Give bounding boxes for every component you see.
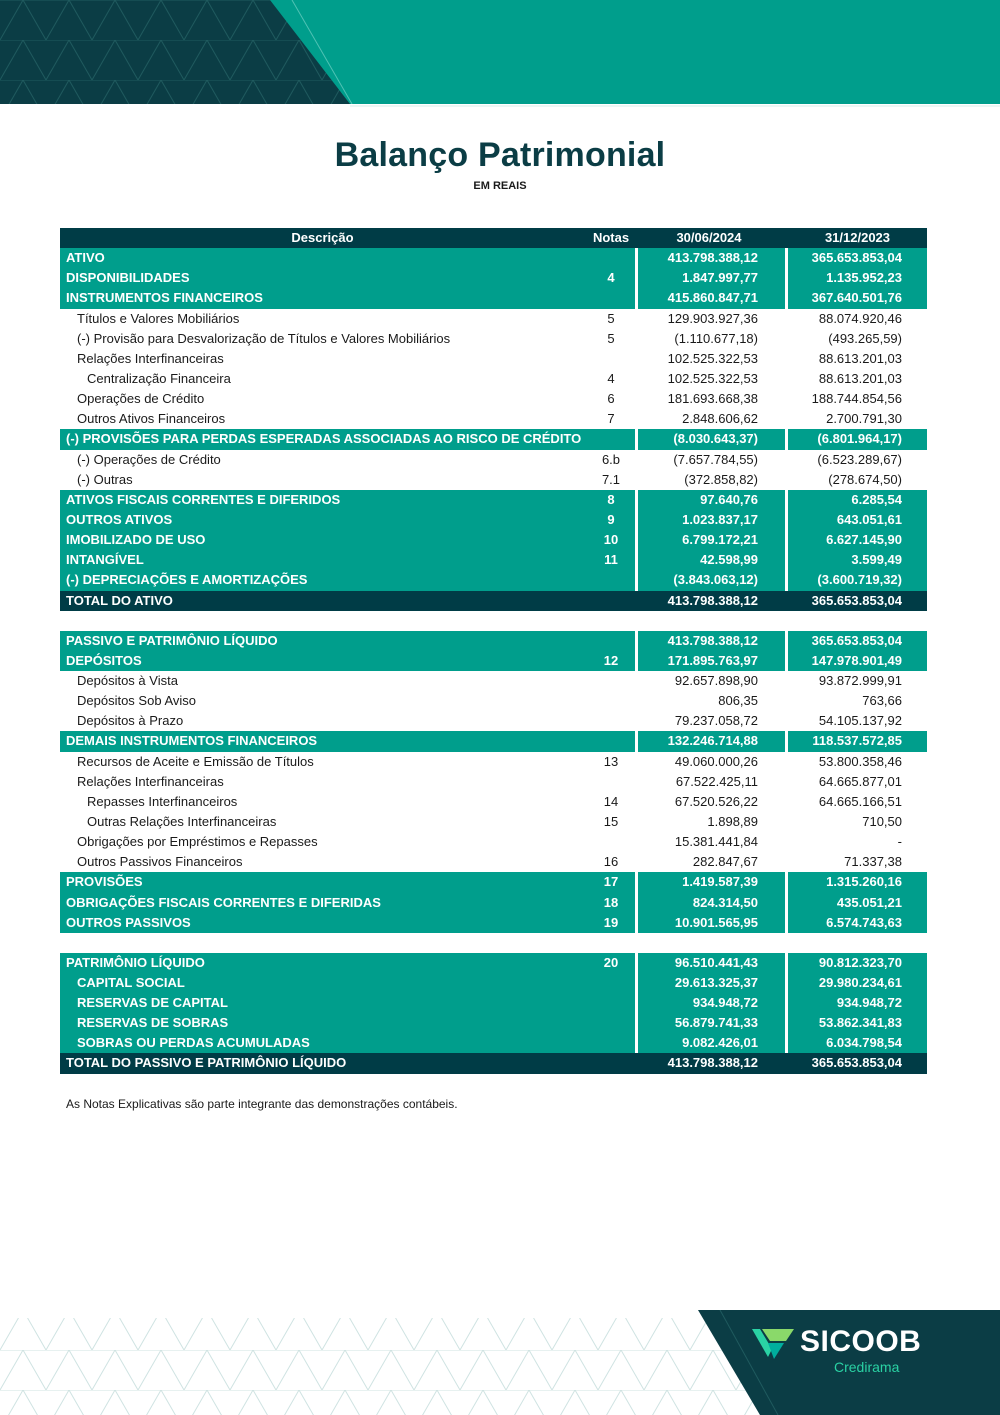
table-row — [60, 369, 927, 389]
table-row — [60, 530, 927, 550]
row-value-2024: (372.858,82) — [684, 471, 758, 487]
row-value-2024: 132.246.714,88 — [667, 733, 758, 749]
table-row — [60, 329, 927, 349]
row-value-2023: 147.978.901,49 — [811, 652, 902, 668]
row-value-2023: 6.034.798,54 — [826, 1035, 902, 1051]
row-nota: 7 — [607, 411, 615, 427]
row-value-2024: 56.879.741,33 — [674, 1015, 758, 1031]
table-row — [60, 651, 927, 671]
row-description: Depósitos à Vista — [77, 672, 178, 688]
balance-sheet-table — [60, 228, 927, 1074]
sicoob-logo — [752, 1325, 922, 1377]
row-value-2023: 435.051,21 — [836, 894, 902, 910]
row-value-2024: 102.525.322,53 — [667, 350, 758, 366]
table-row — [60, 450, 927, 470]
row-value-2024: 1.023.837,17 — [682, 511, 758, 527]
table-row — [60, 268, 927, 288]
row-value-2023: 88.074.920,46 — [818, 310, 902, 326]
row-value-2023: 3.599,49 — [851, 552, 902, 568]
table-row — [60, 792, 927, 812]
table-spacer — [60, 933, 927, 953]
row-description: OUTROS PASSIVOS — [66, 914, 191, 930]
row-value-2024: 67.520.526,22 — [674, 793, 758, 809]
row-value-2023: 2.700.791,30 — [826, 411, 902, 427]
row-description: Obrigações por Empréstimos e Repasses — [77, 834, 318, 850]
row-nota — [590, 772, 632, 792]
table-row — [60, 893, 927, 913]
row-value-2024: 97.640,76 — [700, 491, 758, 507]
column-header-date-2023: 31/12/2023 — [824, 230, 891, 245]
row-nota — [590, 1053, 632, 1073]
table-row — [60, 309, 927, 329]
row-description: (-) Outras — [77, 471, 133, 487]
row-value-2023: 118.537.572,85 — [812, 733, 902, 749]
row-nota — [590, 288, 632, 308]
table-row — [60, 409, 927, 429]
row-description: RESERVAS DE SOBRAS — [77, 1015, 229, 1031]
row-description: DEPÓSITOS — [66, 652, 142, 668]
row-value-2023: (278.674,50) — [828, 471, 902, 487]
row-nota — [590, 671, 632, 691]
row-value-2024: 413.798.388,12 — [667, 1055, 758, 1071]
row-value-2024: 181.693.668,38 — [667, 391, 758, 407]
row-description: PATRIMÔNIO LÍQUIDO — [66, 954, 205, 970]
header-decoration — [0, 0, 1000, 120]
row-description: DISPONIBILIDADES — [66, 270, 190, 286]
row-nota: 16 — [603, 854, 619, 870]
row-description: (-) Operações de Crédito — [77, 451, 221, 467]
table-row — [60, 832, 927, 852]
row-value-2024: (1.110.677,18) — [674, 330, 758, 346]
row-value-2024: 1.898,89 — [707, 813, 758, 829]
table-row — [60, 389, 927, 409]
row-description: TOTAL DO ATIVO — [66, 592, 173, 608]
brand-sub: Credirama — [834, 1359, 900, 1375]
row-nota: 12 — [603, 652, 619, 668]
table-row — [60, 731, 927, 751]
row-value-2024: 413.798.388,12 — [667, 592, 758, 608]
row-value-2023: 1.135.952,23 — [826, 270, 902, 286]
row-description: INSTRUMENTOS FINANCEIROS — [66, 290, 263, 306]
row-value-2024: (7.657.784,55) — [673, 451, 758, 467]
row-value-2023: 53.800.358,46 — [818, 753, 902, 769]
column-header-date-2024: 30/06/2024 — [676, 230, 742, 245]
row-value-2023: 6.285,54 — [851, 491, 902, 507]
row-nota — [590, 429, 632, 449]
row-value-2024: 129.903.927,36 — [667, 310, 758, 326]
row-description: Relações Interfinanceiras — [77, 773, 224, 789]
row-description: Centralização Financeira — [87, 370, 231, 386]
row-value-2023: - — [897, 834, 902, 850]
row-value-2024: 42.598,99 — [700, 552, 758, 568]
row-nota — [590, 1033, 632, 1053]
row-value-2024: 413.798.388,12 — [667, 632, 758, 648]
row-description: IMOBILIZADO DE USO — [66, 532, 206, 548]
row-nota: 10 — [603, 532, 619, 548]
row-value-2024: 102.525.322,53 — [667, 370, 758, 386]
row-description: Outros Ativos Financeiros — [77, 411, 226, 427]
row-description: SOBRAS OU PERDAS ACUMULADAS — [77, 1035, 310, 1051]
row-nota: 4 — [607, 270, 615, 286]
table-body — [60, 248, 927, 1073]
row-nota: 8 — [607, 491, 615, 507]
table-row — [60, 993, 927, 1013]
row-description: ATIVOS FISCAIS CORRENTES E DIFERIDOS — [66, 491, 341, 507]
row-value-2023: 365.653.853,04 — [811, 1055, 902, 1071]
row-nota — [590, 349, 632, 369]
row-nota — [590, 711, 632, 731]
row-value-2023: 90.812.323,70 — [818, 954, 902, 970]
row-description: (-) Provisão para Desvalorização de Títulos e Valores Mobiliários — [77, 330, 451, 346]
row-value-2023: (6.801.964,17) — [817, 431, 902, 447]
table-row — [60, 288, 927, 308]
row-nota — [590, 631, 632, 651]
row-value-2023: 6.627.145,90 — [826, 532, 902, 548]
row-value-2023: (493.265,59) — [828, 330, 902, 346]
row-value-2024: 1.419.587,39 — [682, 874, 758, 890]
row-nota: 15 — [603, 813, 619, 829]
row-value-2024: 934.948,72 — [692, 995, 758, 1011]
row-value-2023: 88.613.201,03 — [818, 370, 902, 386]
row-description: INTANGÍVEL — [66, 552, 144, 568]
row-nota: 7.1 — [601, 471, 621, 487]
row-nota: 9 — [607, 511, 615, 527]
row-value-2023: 71.337,38 — [844, 854, 902, 870]
row-nota: 4 — [607, 370, 615, 386]
table-row — [60, 1053, 927, 1073]
table-row — [60, 852, 927, 872]
table-row — [60, 349, 927, 369]
row-value-2024: 6.799.172,21 — [682, 532, 758, 548]
row-description: TOTAL DO PASSIVO E PATRIMÔNIO LÍQUIDO — [66, 1055, 347, 1071]
row-value-2024: 1.847.997,77 — [682, 270, 758, 286]
row-value-2023: 88.613.201,03 — [818, 350, 902, 366]
row-description: Outros Passivos Financeiros — [77, 854, 243, 870]
row-value-2023: 367.640.501,76 — [811, 290, 902, 306]
footnote: As Notas Explicativas são parte integrante das demonstrações contábeis. — [66, 1097, 458, 1111]
row-description: ATIVO — [66, 250, 105, 266]
table-row — [60, 711, 927, 731]
table-row — [60, 691, 927, 711]
table-row — [60, 631, 927, 651]
table-row — [60, 490, 927, 510]
row-value-2024: 49.060.000,26 — [674, 753, 758, 769]
table-row — [60, 591, 927, 611]
table-row — [60, 973, 927, 993]
row-nota — [590, 691, 632, 711]
row-nota: 6.b — [601, 451, 621, 467]
row-value-2023: 763,66 — [862, 693, 902, 709]
table-row — [60, 248, 927, 268]
row-value-2024: 15.381.441,84 — [674, 834, 758, 850]
row-value-2024: 282.847,67 — [692, 854, 758, 870]
row-value-2023: 643.051,61 — [836, 511, 902, 527]
row-value-2024: 92.657.898,90 — [674, 672, 758, 688]
row-description: Depósitos à Prazo — [77, 713, 184, 729]
row-description: CAPITAL SOCIAL — [77, 974, 185, 990]
table-row — [60, 429, 927, 449]
row-description: (-) DEPRECIAÇÕES E AMORTIZAÇÕES — [66, 572, 308, 588]
page-subtitle: EM REAIS — [473, 180, 527, 192]
table-row — [60, 470, 927, 490]
table-row — [60, 953, 927, 973]
row-value-2023: 188.744.854,56 — [811, 391, 902, 407]
row-value-2024: 2.848.606,62 — [682, 411, 758, 427]
table-row — [60, 752, 927, 772]
row-value-2024: 806,35 — [718, 693, 758, 709]
table-row — [60, 913, 927, 933]
row-value-2024: 67.522.425,11 — [675, 773, 758, 789]
row-nota: 11 — [604, 552, 618, 568]
row-value-2023: 93.872.999,91 — [818, 672, 902, 688]
row-description: DEMAIS INSTRUMENTOS FINANCEIROS — [66, 733, 318, 749]
row-value-2023: 53.862.341,83 — [818, 1015, 902, 1031]
table-row — [60, 872, 927, 892]
row-nota: 5 — [607, 310, 615, 326]
row-nota: 5 — [607, 330, 615, 346]
row-value-2023: (3.600.719,32) — [817, 572, 902, 588]
table-row — [60, 550, 927, 570]
table-row — [60, 1013, 927, 1033]
sicoob-logo-mark-icon — [752, 1329, 794, 1359]
row-nota — [590, 993, 632, 1013]
table-row — [60, 1033, 927, 1053]
row-description: PROVISÕES — [66, 874, 143, 890]
row-value-2024: 79.237.058,72 — [674, 713, 758, 729]
row-description: Outras Relações Interfinanceiras — [87, 813, 277, 829]
row-value-2024: 413.798.388,12 — [667, 250, 758, 266]
row-value-2023: 710,50 — [862, 813, 902, 829]
table-row — [60, 772, 927, 792]
row-nota: 14 — [603, 793, 619, 809]
row-description: (-) PROVISÕES PARA PERDAS ESPERADAS ASSOCIADAS AO RISCO DE CRÉDITO — [66, 431, 582, 447]
row-value-2023: (6.523.289,67) — [817, 451, 902, 467]
row-nota: 19 — [603, 914, 619, 930]
row-value-2024: 9.082.426,01 — [682, 1035, 758, 1051]
column-header-notas: Notas — [592, 230, 630, 245]
row-value-2023: 64.665.877,01 — [818, 773, 902, 789]
table-spacer — [60, 611, 927, 631]
row-value-2023: 1.315.260,16 — [826, 874, 902, 890]
page-title: Balanço Patrimonial — [334, 136, 666, 174]
table-row — [60, 510, 927, 530]
table-row — [60, 671, 927, 691]
row-value-2023: 29.980.234,61 — [818, 974, 902, 990]
row-value-2023: 6.574.743,63 — [826, 914, 902, 930]
row-value-2024: 171.895.763,97 — [667, 652, 758, 668]
row-value-2024: 415.860.847,71 — [667, 290, 758, 306]
row-nota — [590, 570, 632, 590]
row-description: OUTROS ATIVOS — [66, 511, 173, 527]
row-nota — [590, 248, 632, 268]
table-row — [60, 570, 927, 590]
row-value-2024: (3.843.063,12) — [673, 572, 758, 588]
row-description: PASSIVO E PATRIMÔNIO LÍQUIDO — [66, 632, 278, 648]
row-description: RESERVAS DE CAPITAL — [77, 995, 228, 1011]
row-value-2023: 365.653.853,04 — [811, 250, 902, 266]
row-description: Relações Interfinanceiras — [77, 350, 224, 366]
brand-name: SICOOB — [800, 1325, 922, 1358]
row-value-2023: 934.948,72 — [836, 995, 902, 1011]
row-value-2023: 64.665.166,51 — [818, 793, 902, 809]
row-description: OBRIGAÇÕES FISCAIS CORRENTES E DIFERIDAS — [66, 894, 381, 910]
table-row — [60, 812, 927, 832]
row-value-2023: 54.105.137,92 — [818, 713, 902, 729]
row-nota — [590, 591, 632, 611]
row-description: Repasses Interfinanceiros — [87, 793, 238, 809]
row-nota — [590, 832, 632, 852]
row-nota: 13 — [603, 753, 619, 769]
row-description: Operações de Crédito — [77, 391, 205, 407]
row-value-2023: 365.653.853,04 — [811, 592, 902, 608]
row-value-2024: 29.613.325,37 — [674, 974, 758, 990]
row-value-2024: 824.314,50 — [692, 894, 758, 910]
row-nota: 20 — [603, 954, 619, 970]
table-header-row — [60, 228, 927, 248]
row-description: Títulos e Valores Mobiliários — [77, 310, 240, 326]
row-description: Depósitos Sob Aviso — [77, 693, 196, 709]
row-nota: 18 — [603, 894, 619, 910]
row-description: Recursos de Aceite e Emissão de Títulos — [77, 753, 314, 769]
row-nota: 6 — [607, 391, 615, 407]
row-nota — [590, 973, 632, 993]
row-nota: 17 — [603, 874, 619, 890]
row-value-2024: (8.030.643,37) — [673, 431, 758, 447]
row-value-2024: 96.510.441,43 — [674, 954, 758, 970]
row-nota — [590, 731, 632, 751]
row-value-2024: 10.901.565,95 — [674, 914, 758, 930]
column-header-description: Descrição — [291, 230, 354, 245]
row-value-2023: 365.653.853,04 — [811, 632, 902, 648]
row-nota — [590, 1013, 632, 1033]
